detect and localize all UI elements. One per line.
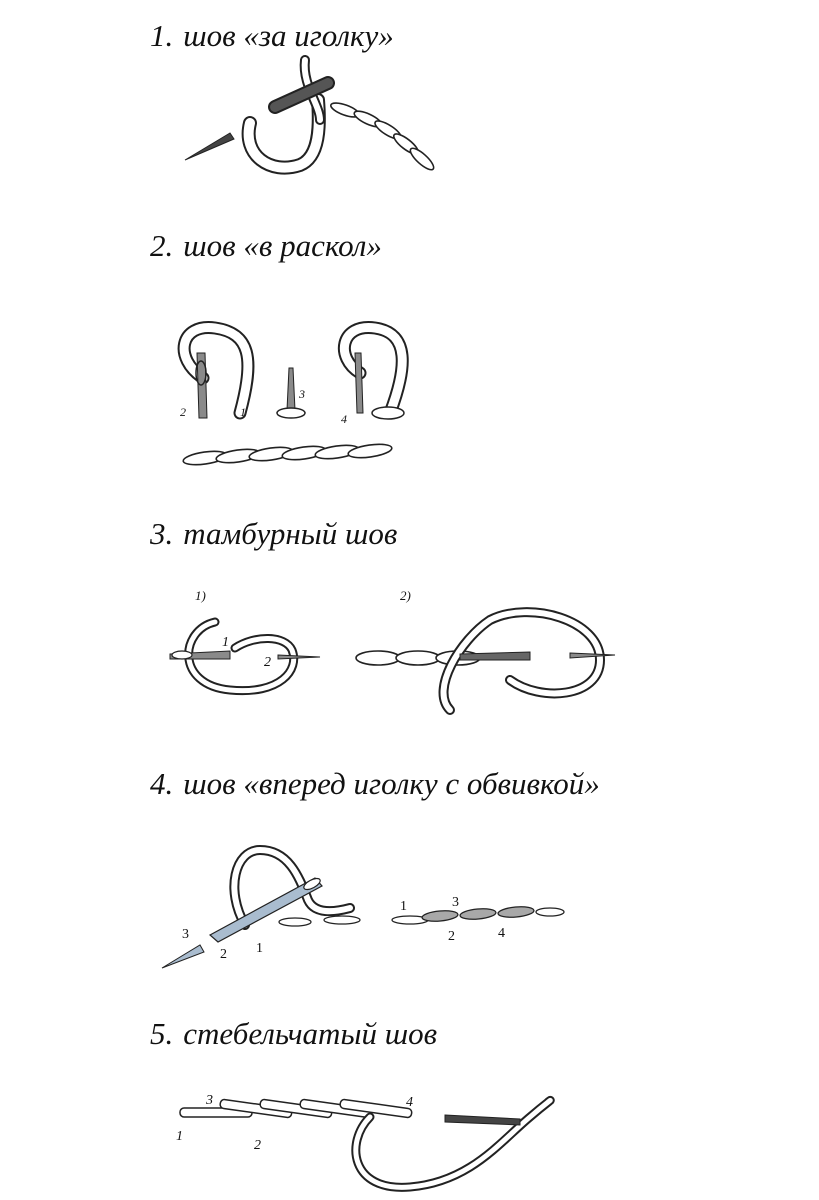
label-2: 2 [180, 405, 186, 419]
stitch-chain [182, 442, 392, 467]
step-1-label: 1) [195, 588, 206, 603]
needle-icon [185, 133, 234, 160]
label-3: 3 [206, 1093, 213, 1108]
section-2-heading [150, 230, 382, 261]
label-4: 4 [406, 1095, 413, 1110]
stitch-chain [180, 1099, 412, 1118]
label-3: 3 [182, 927, 189, 942]
running-stitches [279, 916, 360, 926]
section-3-heading [150, 518, 397, 549]
needle-icon [355, 353, 363, 413]
point-1-label: 1 [222, 635, 229, 650]
section-4-title: шов «вперед иголку с обвивкой» [183, 766, 600, 801]
needle-icon [570, 653, 615, 658]
point-2-label: 2 [264, 655, 271, 670]
label-4: 4 [341, 412, 347, 426]
needle-icon [460, 652, 530, 660]
label-2: 2 [220, 947, 227, 962]
section-3-number: 3. [150, 516, 174, 551]
stitch-chain [392, 905, 564, 924]
label-1: 1 [240, 405, 246, 419]
stem-stitch-figure [170, 1082, 570, 1197]
label-1b: 1 [400, 899, 407, 914]
needle-icon [162, 945, 204, 968]
section-5-number: 5. [150, 1016, 174, 1051]
section-5-title: стебельчатый шов [183, 1016, 438, 1051]
section-2-number: 2. [150, 228, 174, 263]
split-stitch-figure [175, 318, 415, 478]
label-2: 2 [254, 1138, 261, 1153]
label-1: 1 [176, 1129, 183, 1144]
section-5-heading [150, 1018, 437, 1049]
needle-icon [278, 655, 320, 659]
section-1-heading [150, 20, 394, 51]
label-3: 3 [299, 387, 305, 401]
section-3-title: тамбурный шов [183, 516, 398, 551]
section-2-title: шов «в раскол» [183, 228, 382, 263]
section-4-heading [150, 768, 600, 799]
chain-stitch-figure [160, 580, 620, 720]
needle-icon [287, 368, 295, 410]
label-4b: 4 [498, 926, 505, 941]
stitch-chain [329, 100, 436, 173]
section-4-number: 4. [150, 766, 174, 801]
label-2b: 2 [448, 929, 455, 944]
backstitch-figure [180, 55, 450, 185]
label-3b: 3 [452, 895, 459, 910]
section-1-title: шов «за иголку» [183, 18, 394, 53]
needle-icon [445, 1115, 520, 1125]
step-2-label: 2) [400, 588, 411, 603]
label-1: 1 [256, 941, 263, 956]
section-1-number: 1. [150, 18, 174, 53]
whipped-running-stitch-figure [160, 840, 580, 975]
